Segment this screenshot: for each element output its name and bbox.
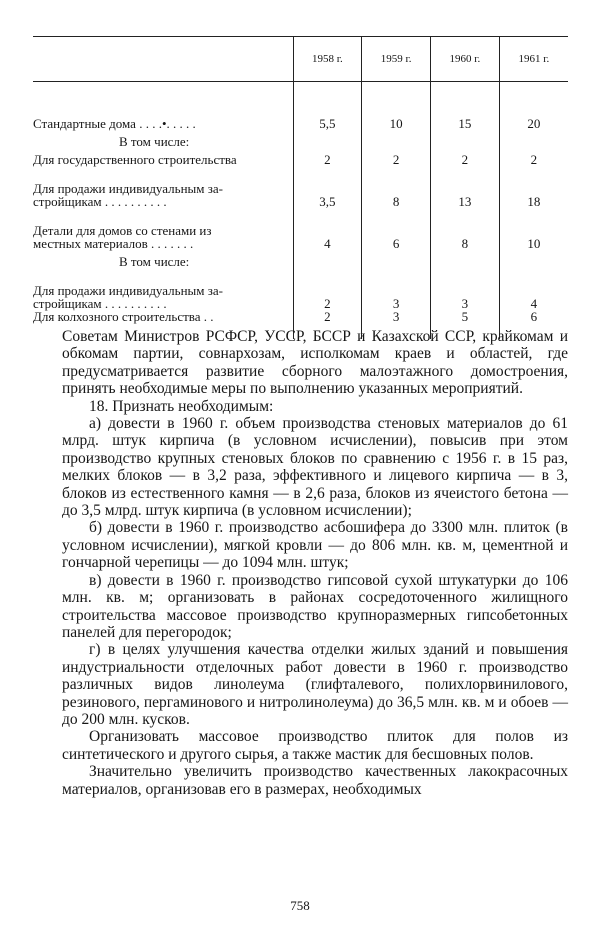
table-row [33,208,568,250]
header-blank-cell [33,37,293,82]
year-header: 1960 г. [431,37,500,82]
table-row [33,130,568,148]
table-cell: 20 [499,114,568,130]
paragraph: Советам Министров РСФСР, УССР, БССР и Казахской ССР, крайкомам и обкомам партии, совнархозам, исполкомам краев и областей, где предусматривается развитие сборного малоэтажного домостроения, принять необходимые меры по выполнению указанных мероприятий. [62,328,568,398]
table-cell: 3 [362,268,431,310]
paragraph: а) довести в 1960 г. объем производства стеновых материалов до 61 млрд. штук кирпича (в условном исчислении), повысив при этом производство крупных стеновых блоков по сравнению с 1956 г. в 15 раз, мелких блоков — в 3,2 раза, эффективного и лицевого кирпича — в 3, блоков из естественного камня — в 2,6 раза, блоков из ячеистого бетона — до 3,5 млрд. штук кирпича (в условном исчислении); [62,415,568,520]
row-label [33,268,293,310]
row-label-line: Для продажи индивидуальным за- [33,283,223,298]
paragraph: Организовать массовое производство плиток для полов из синтетического и другого сырья, а также мастик для бесшовных полов. [62,728,568,763]
year-header: 1959 г. [362,37,431,82]
row-label-line: стройщикам . . . . . . . . . . [33,296,167,311]
row-subheading: В том числе: [119,134,190,149]
table-row [33,114,568,130]
row-label: Стандартные дома . . . .•. . . . . [33,116,196,131]
row-label-line: Для продажи индивидуальным за- [33,181,223,196]
table-cell: 5,5 [293,114,362,130]
table-cell: 2 [362,148,431,166]
row-label-line: местных материалов . . . . . . . [33,236,194,251]
row-label [33,208,293,250]
table-cell: 2 [499,148,568,166]
table-cell: 3 [431,268,500,310]
table-cell: 18 [499,166,568,208]
table-row [33,268,568,310]
table-row [33,310,568,323]
paragraph: г) в целях улучшения качества отделки жилых зданий и повышения индустриальности отделочных работ довести в 1960 г. производство различных видов линолеума (глифталевого, полихлорвинилового, резинового, пергаминового и нитролинолеума) до 36,5 млн. кв. м и обоев — до 200 млн. кусков. [62,641,568,728]
row-label-line: Детали для домов со стенами из [33,223,212,238]
table-row [33,250,568,268]
table-cell: 10 [362,114,431,130]
page-number: 758 [290,898,310,913]
table-cell: 10 [499,208,568,250]
production-table-container [33,36,568,339]
row-label [33,166,293,208]
table-cell: 2 [293,310,362,323]
table-cell: 2 [293,148,362,166]
table-cell: 5 [431,310,500,323]
table-cell: 6 [499,310,568,323]
paragraph: 18. Признать необходимым: [89,397,274,415]
table-cell: 6 [362,208,431,250]
table-cell: 8 [362,166,431,208]
year-header: 1958 г. [293,37,362,82]
body-text [62,328,568,798]
row-label-line: стройщикам . . . . . . . . . . [33,194,167,209]
table-cell: 15 [431,114,500,130]
table-cell: 8 [431,208,500,250]
table-row [33,148,568,166]
year-header: 1961 г. [499,37,568,82]
row-subheading: В том числе: [119,254,190,269]
table-cell: 3,5 [293,166,362,208]
table-cell: 2 [431,148,500,166]
paragraph: Значительно увеличить производство качественных лакокрасочных материалов, организовав его в размерах, необходимых [62,763,568,798]
table-row [33,166,568,208]
table-cell: 3 [362,310,431,323]
table-spacer-row [33,82,568,115]
row-label: Для колхозного строительства . . [33,309,214,324]
table-cell: 2 [293,268,362,310]
table-cell: 4 [293,208,362,250]
paragraph: в) довести в 1960 г. производство гипсовой сухой штукатурки до 106 млн. кв. м; организовать в районах сосредоточенного жилищного строительства массовое производство крупноразмерных гипсобетонных панелей для перегородок; [62,571,568,641]
table-cell: 13 [431,166,500,208]
table-header-row [33,37,568,82]
paragraph: б) довести в 1960 г. производство асбошифера до 3300 млн. плиток (в условном исчислении), мягкой кровли — до 806 млн. кв. м, цементной и гончарной черепицы — до 1094 млн. штук; [62,519,568,572]
production-table [33,36,568,339]
row-label: Для государственного строительства [33,152,237,167]
table-cell: 4 [499,268,568,310]
